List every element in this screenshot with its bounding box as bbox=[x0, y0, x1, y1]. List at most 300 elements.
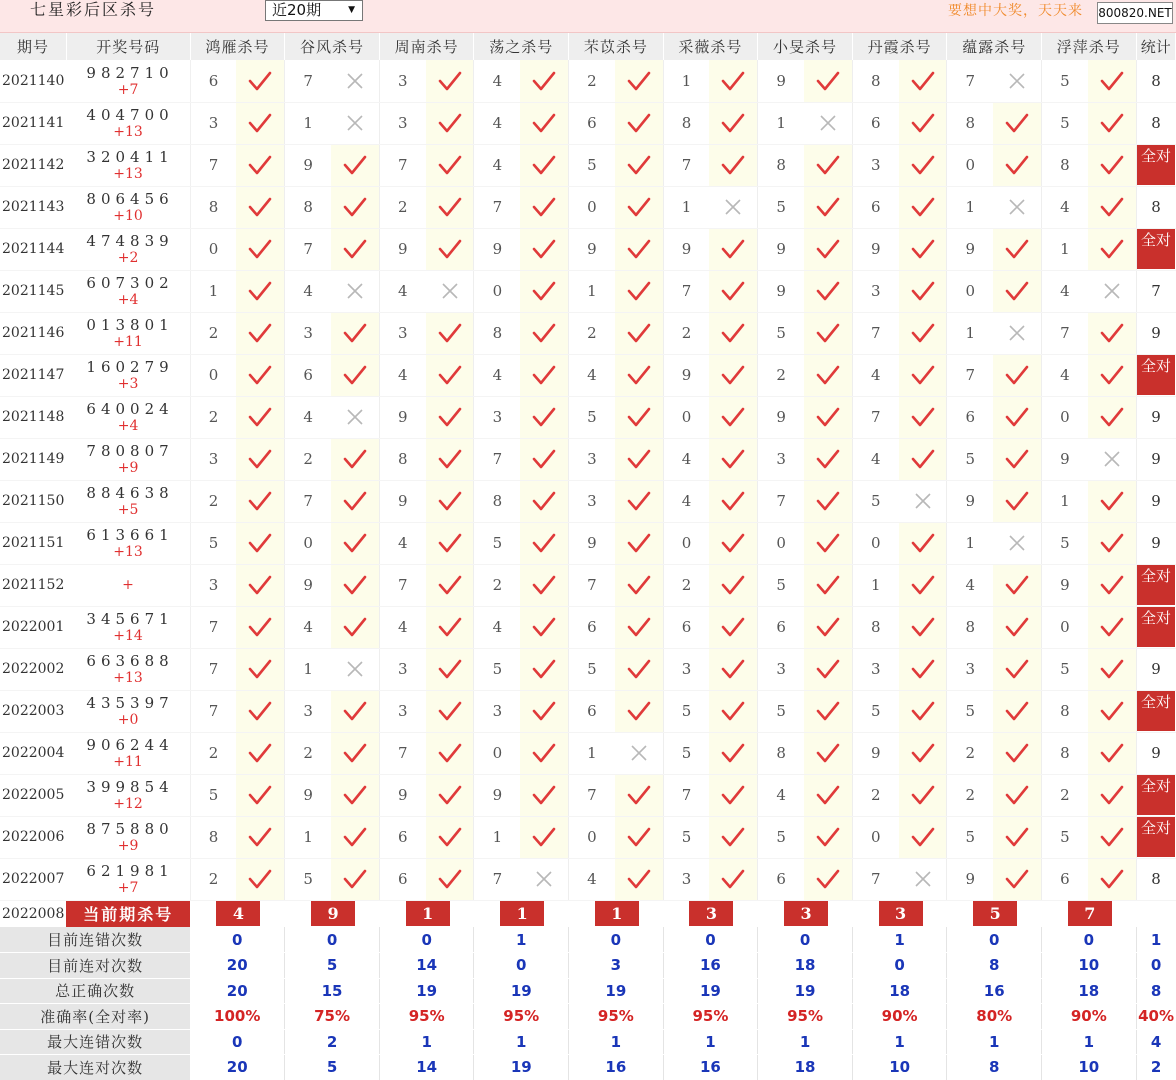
result-correct bbox=[993, 732, 1041, 774]
stats-value: 1 bbox=[474, 927, 569, 953]
check-icon bbox=[910, 616, 936, 638]
result-correct bbox=[899, 816, 947, 858]
kill-number: 5 bbox=[569, 648, 615, 690]
check-icon bbox=[342, 322, 368, 344]
check-icon bbox=[1099, 154, 1125, 176]
result-correct bbox=[520, 186, 568, 228]
result-correct bbox=[426, 858, 474, 900]
kill-number: 3 bbox=[852, 144, 898, 186]
result-correct bbox=[426, 354, 474, 396]
winning-digits: 607302 bbox=[86, 274, 174, 292]
kill-number: 3 bbox=[285, 690, 331, 732]
result-correct bbox=[993, 774, 1041, 816]
stats-value: 1 bbox=[758, 1029, 853, 1055]
current-kill-1: 4 bbox=[216, 901, 260, 926]
check-icon bbox=[531, 490, 557, 512]
stats-label: 目前连错次数 bbox=[0, 927, 190, 953]
check-icon bbox=[531, 532, 557, 554]
check-icon bbox=[531, 280, 557, 302]
kill-number: 9 bbox=[474, 228, 520, 270]
kill-number: 4 bbox=[569, 354, 615, 396]
kill-number: 3 bbox=[758, 438, 804, 480]
kill-number: 0 bbox=[663, 522, 709, 564]
stats-row bbox=[0, 927, 1176, 953]
cross-icon bbox=[440, 281, 460, 301]
result-correct bbox=[426, 774, 474, 816]
stats-value: 10 bbox=[1042, 1055, 1137, 1080]
all-correct-badge: 全对 bbox=[1137, 229, 1175, 269]
row-stat bbox=[1136, 606, 1175, 648]
kill-number: 1 bbox=[1042, 228, 1088, 270]
period-number: 2021146 bbox=[0, 312, 66, 354]
result-correct bbox=[236, 732, 284, 774]
result-correct bbox=[1088, 228, 1136, 270]
kill-number: 3 bbox=[379, 312, 425, 354]
winning-digits: 640024 bbox=[86, 400, 174, 418]
result-wrong bbox=[993, 522, 1041, 564]
all-correct-badge: 全对 bbox=[1137, 691, 1175, 731]
check-icon bbox=[437, 448, 463, 470]
kill-number: 9 bbox=[947, 858, 993, 900]
kill-number: 3 bbox=[663, 648, 709, 690]
check-icon bbox=[437, 700, 463, 722]
kill-number: 5 bbox=[852, 480, 898, 522]
kill-number: 7 bbox=[190, 690, 236, 732]
check-icon bbox=[815, 154, 841, 176]
kill-number: 6 bbox=[852, 102, 898, 144]
check-icon bbox=[531, 322, 557, 344]
check-icon bbox=[247, 616, 273, 638]
result-correct bbox=[709, 480, 757, 522]
check-icon bbox=[1004, 280, 1030, 302]
winning-digits: 875880 bbox=[86, 820, 174, 838]
winning-digits: 160279 bbox=[86, 358, 174, 376]
check-icon bbox=[1099, 574, 1125, 596]
kill-number: 2 bbox=[190, 396, 236, 438]
kill-number: 8 bbox=[947, 606, 993, 648]
table-row bbox=[0, 312, 1176, 354]
check-icon bbox=[910, 112, 936, 134]
stats-value: 16 bbox=[663, 1055, 758, 1080]
result-correct bbox=[520, 648, 568, 690]
result-correct bbox=[899, 774, 947, 816]
result-correct bbox=[520, 228, 568, 270]
site-link[interactable]: 800820.NET bbox=[1097, 2, 1173, 24]
kill-number: 9 bbox=[758, 270, 804, 312]
result-wrong bbox=[899, 858, 947, 900]
period-number: 2021150 bbox=[0, 480, 66, 522]
kill-number: 6 bbox=[663, 606, 709, 648]
winning-digits: 013801 bbox=[86, 316, 174, 334]
result-correct bbox=[331, 438, 379, 480]
cross-icon bbox=[1007, 533, 1027, 553]
result-correct bbox=[331, 144, 379, 186]
kill-number: 9 bbox=[569, 228, 615, 270]
check-icon bbox=[910, 658, 936, 680]
kill-number: 5 bbox=[663, 690, 709, 732]
check-icon bbox=[531, 364, 557, 386]
winning-number bbox=[66, 396, 190, 438]
period-number: 2021141 bbox=[0, 102, 66, 144]
kill-number: 5 bbox=[758, 186, 804, 228]
cross-icon bbox=[345, 659, 365, 679]
cross-icon bbox=[1007, 323, 1027, 343]
check-icon bbox=[910, 826, 936, 848]
check-icon bbox=[720, 742, 746, 764]
range-select[interactable] bbox=[265, 0, 363, 21]
check-icon bbox=[1004, 616, 1030, 638]
history-rows bbox=[0, 60, 1176, 900]
table-row bbox=[0, 648, 1176, 690]
kill-number: 7 bbox=[190, 144, 236, 186]
result-correct bbox=[520, 480, 568, 522]
kill-number: 1 bbox=[758, 102, 804, 144]
kill-number: 2 bbox=[663, 312, 709, 354]
kill-number: 8 bbox=[663, 102, 709, 144]
kill-number: 5 bbox=[947, 438, 993, 480]
check-icon bbox=[720, 154, 746, 176]
result-correct bbox=[804, 648, 852, 690]
result-correct bbox=[1088, 396, 1136, 438]
period-number: 2022005 bbox=[0, 774, 66, 816]
stats-value: 10 bbox=[852, 1055, 947, 1080]
winning-sum: +11 bbox=[113, 334, 143, 350]
result-correct bbox=[709, 60, 757, 102]
result-correct bbox=[520, 774, 568, 816]
winning-digits: 613661 bbox=[86, 526, 174, 544]
check-icon bbox=[1099, 826, 1125, 848]
kill-number: 3 bbox=[379, 102, 425, 144]
stats-value: 1 bbox=[852, 1029, 947, 1055]
result-correct bbox=[615, 144, 663, 186]
stats-value: 16 bbox=[947, 978, 1042, 1004]
check-icon bbox=[720, 364, 746, 386]
result-correct bbox=[709, 102, 757, 144]
check-icon bbox=[626, 448, 652, 470]
result-correct bbox=[236, 480, 284, 522]
result-wrong bbox=[1088, 438, 1136, 480]
check-icon bbox=[815, 616, 841, 638]
result-correct bbox=[709, 648, 757, 690]
kill-number: 1 bbox=[285, 816, 331, 858]
winning-digits: 884638 bbox=[86, 484, 174, 502]
kill-number: 9 bbox=[1042, 438, 1088, 480]
stats-value: 19 bbox=[663, 978, 758, 1004]
kill-number: 4 bbox=[852, 438, 898, 480]
cross-icon bbox=[818, 113, 838, 133]
check-icon bbox=[720, 406, 746, 428]
stats-value: 4 bbox=[1136, 1029, 1175, 1055]
check-icon bbox=[247, 868, 273, 890]
kill-number: 5 bbox=[190, 522, 236, 564]
stats-value: 0 bbox=[285, 927, 380, 953]
result-correct bbox=[426, 690, 474, 732]
check-icon bbox=[626, 238, 652, 260]
header-killer-1: 鸿雁杀号 bbox=[190, 33, 285, 60]
kill-number: 1 bbox=[947, 186, 993, 228]
kill-number: 9 bbox=[852, 732, 898, 774]
kill-number: 3 bbox=[379, 648, 425, 690]
check-icon bbox=[342, 574, 368, 596]
result-correct bbox=[520, 522, 568, 564]
kill-number: 9 bbox=[285, 774, 331, 816]
kill-number: 1 bbox=[285, 102, 331, 144]
result-correct bbox=[331, 606, 379, 648]
result-correct bbox=[709, 144, 757, 186]
cross-icon bbox=[345, 113, 365, 133]
kill-number: 4 bbox=[285, 396, 331, 438]
result-correct bbox=[804, 606, 852, 648]
result-correct bbox=[993, 480, 1041, 522]
check-icon bbox=[247, 658, 273, 680]
result-correct bbox=[615, 690, 663, 732]
result-wrong bbox=[426, 270, 474, 312]
current-kill-3: 1 bbox=[406, 901, 450, 926]
check-icon bbox=[1099, 70, 1125, 92]
check-icon bbox=[1099, 742, 1125, 764]
result-correct bbox=[331, 774, 379, 816]
kill-number: 7 bbox=[190, 606, 236, 648]
winning-number bbox=[66, 102, 190, 144]
period-number: 2021148 bbox=[0, 396, 66, 438]
check-icon bbox=[1099, 196, 1125, 218]
current-kill-6: 3 bbox=[689, 901, 733, 926]
check-icon bbox=[1099, 868, 1125, 890]
kill-number: 6 bbox=[852, 186, 898, 228]
result-wrong bbox=[331, 648, 379, 690]
result-correct bbox=[993, 144, 1041, 186]
winning-sum: +0 bbox=[117, 712, 139, 728]
stats-value: 5 bbox=[285, 953, 380, 979]
stats-value: 0 bbox=[1136, 953, 1175, 979]
kill-number: 4 bbox=[474, 606, 520, 648]
result-wrong bbox=[331, 102, 379, 144]
check-icon bbox=[910, 742, 936, 764]
kill-number: 2 bbox=[947, 732, 993, 774]
kill-number: 3 bbox=[663, 858, 709, 900]
kill-number: 0 bbox=[1042, 606, 1088, 648]
period-number: 2022003 bbox=[0, 690, 66, 732]
check-icon bbox=[626, 322, 652, 344]
result-correct bbox=[804, 186, 852, 228]
result-correct bbox=[615, 396, 663, 438]
result-correct bbox=[331, 690, 379, 732]
check-icon bbox=[720, 616, 746, 638]
check-icon bbox=[1099, 700, 1125, 722]
kill-number: 4 bbox=[663, 480, 709, 522]
result-correct bbox=[804, 60, 852, 102]
kill-number: 9 bbox=[569, 522, 615, 564]
check-icon bbox=[247, 70, 273, 92]
stats-row bbox=[0, 1004, 1176, 1030]
stats-value: 90% bbox=[852, 1004, 947, 1030]
row-stat: 9 bbox=[1136, 312, 1175, 354]
winning-number bbox=[66, 774, 190, 816]
result-correct bbox=[615, 522, 663, 564]
kill-number: 2 bbox=[190, 480, 236, 522]
kill-number: 5 bbox=[285, 858, 331, 900]
kill-number: 4 bbox=[474, 102, 520, 144]
row-stat: 8 bbox=[1136, 186, 1175, 228]
stats-value: 19 bbox=[758, 978, 853, 1004]
check-icon bbox=[531, 784, 557, 806]
winning-sum: +11 bbox=[113, 754, 143, 770]
table-row bbox=[0, 396, 1176, 438]
kill-number: 0 bbox=[569, 186, 615, 228]
result-correct bbox=[899, 228, 947, 270]
table-row bbox=[0, 228, 1176, 270]
kill-number: 1 bbox=[569, 732, 615, 774]
result-correct bbox=[709, 774, 757, 816]
winning-digits: 806456 bbox=[86, 190, 174, 208]
kill-number: 3 bbox=[569, 480, 615, 522]
check-icon bbox=[626, 280, 652, 302]
result-wrong bbox=[1088, 270, 1136, 312]
result-correct bbox=[993, 648, 1041, 690]
stats-value: 75% bbox=[285, 1004, 380, 1030]
kill-number: 3 bbox=[379, 60, 425, 102]
result-correct bbox=[331, 354, 379, 396]
check-icon bbox=[815, 574, 841, 596]
result-correct bbox=[426, 396, 474, 438]
result-correct bbox=[993, 438, 1041, 480]
kill-number: 0 bbox=[758, 522, 804, 564]
kill-number: 8 bbox=[852, 60, 898, 102]
check-icon bbox=[910, 70, 936, 92]
result-correct bbox=[899, 144, 947, 186]
kill-number: 2 bbox=[852, 774, 898, 816]
result-correct bbox=[520, 60, 568, 102]
kill-number: 9 bbox=[758, 228, 804, 270]
cross-icon bbox=[1102, 281, 1122, 301]
kill-number: 0 bbox=[852, 522, 898, 564]
winning-sum: +13 bbox=[113, 544, 143, 560]
check-icon bbox=[626, 364, 652, 386]
kill-number: 5 bbox=[474, 522, 520, 564]
check-icon bbox=[1099, 784, 1125, 806]
check-icon bbox=[910, 448, 936, 470]
check-icon bbox=[1004, 574, 1030, 596]
result-correct bbox=[426, 144, 474, 186]
stats-value: 19 bbox=[474, 978, 569, 1004]
result-correct bbox=[615, 186, 663, 228]
table-row bbox=[0, 816, 1176, 858]
winning-digits: 345671 bbox=[86, 610, 174, 628]
kill-number: 5 bbox=[947, 690, 993, 732]
kill-number: 0 bbox=[190, 354, 236, 396]
check-icon bbox=[1004, 700, 1030, 722]
period-number: 2021152 bbox=[0, 564, 66, 606]
check-icon bbox=[720, 868, 746, 890]
winning-digits: 474839 bbox=[86, 232, 174, 250]
result-correct bbox=[520, 396, 568, 438]
table-row bbox=[0, 102, 1176, 144]
stats-value: 0 bbox=[663, 927, 758, 953]
check-icon bbox=[342, 868, 368, 890]
kill-number: 9 bbox=[758, 396, 804, 438]
kill-number: 6 bbox=[947, 396, 993, 438]
stats-value: 5 bbox=[285, 1055, 380, 1080]
check-icon bbox=[815, 406, 841, 428]
table-row bbox=[0, 60, 1176, 102]
check-icon bbox=[342, 490, 368, 512]
result-correct bbox=[331, 816, 379, 858]
kill-number: 4 bbox=[379, 354, 425, 396]
all-correct-badge: 全对 bbox=[1137, 607, 1175, 647]
result-correct bbox=[899, 102, 947, 144]
row-stat bbox=[1136, 816, 1175, 858]
check-icon bbox=[531, 154, 557, 176]
result-wrong bbox=[331, 270, 379, 312]
result-correct bbox=[331, 732, 379, 774]
header-row bbox=[0, 33, 1176, 60]
result-correct bbox=[993, 564, 1041, 606]
kill-number: 7 bbox=[852, 858, 898, 900]
winning-sum: +14 bbox=[113, 628, 143, 644]
stats-label: 目前连对次数 bbox=[0, 953, 190, 979]
check-icon bbox=[342, 784, 368, 806]
result-correct bbox=[993, 396, 1041, 438]
winning-number bbox=[66, 354, 190, 396]
cross-icon bbox=[345, 407, 365, 427]
kill-number: 0 bbox=[1042, 396, 1088, 438]
result-correct bbox=[899, 438, 947, 480]
check-icon bbox=[720, 826, 746, 848]
kill-number: 5 bbox=[1042, 60, 1088, 102]
result-correct bbox=[615, 438, 663, 480]
result-correct bbox=[236, 564, 284, 606]
stats-value: 15 bbox=[285, 978, 380, 1004]
stats-value: 10 bbox=[1042, 953, 1137, 979]
result-correct bbox=[899, 60, 947, 102]
check-icon bbox=[1004, 742, 1030, 764]
result-correct bbox=[236, 270, 284, 312]
check-icon bbox=[910, 280, 936, 302]
kill-number: 3 bbox=[190, 102, 236, 144]
check-icon bbox=[910, 784, 936, 806]
result-correct bbox=[236, 312, 284, 354]
result-correct bbox=[520, 144, 568, 186]
kill-number: 5 bbox=[663, 732, 709, 774]
check-icon bbox=[437, 532, 463, 554]
result-correct bbox=[804, 396, 852, 438]
result-correct bbox=[331, 312, 379, 354]
check-icon bbox=[626, 574, 652, 596]
winning-digits: 404700 bbox=[86, 106, 174, 124]
winning-sum: +12 bbox=[113, 796, 143, 812]
check-icon bbox=[247, 574, 273, 596]
kill-number: 3 bbox=[474, 396, 520, 438]
result-correct bbox=[993, 606, 1041, 648]
result-correct bbox=[331, 186, 379, 228]
summary-stats bbox=[0, 927, 1176, 1080]
winning-sum: +13 bbox=[113, 670, 143, 686]
stats-row bbox=[0, 1029, 1176, 1055]
result-correct bbox=[426, 816, 474, 858]
check-icon bbox=[342, 364, 368, 386]
kill-number: 7 bbox=[379, 732, 425, 774]
kill-number: 7 bbox=[663, 774, 709, 816]
result-correct bbox=[709, 816, 757, 858]
kill-number: 7 bbox=[379, 564, 425, 606]
stats-value: 1 bbox=[1136, 927, 1175, 953]
kill-number: 7 bbox=[1042, 312, 1088, 354]
result-correct bbox=[615, 228, 663, 270]
row-stat bbox=[1136, 774, 1175, 816]
kill-number: 1 bbox=[947, 312, 993, 354]
kill-number: 7 bbox=[190, 648, 236, 690]
winning-digits: 780807 bbox=[86, 442, 174, 460]
